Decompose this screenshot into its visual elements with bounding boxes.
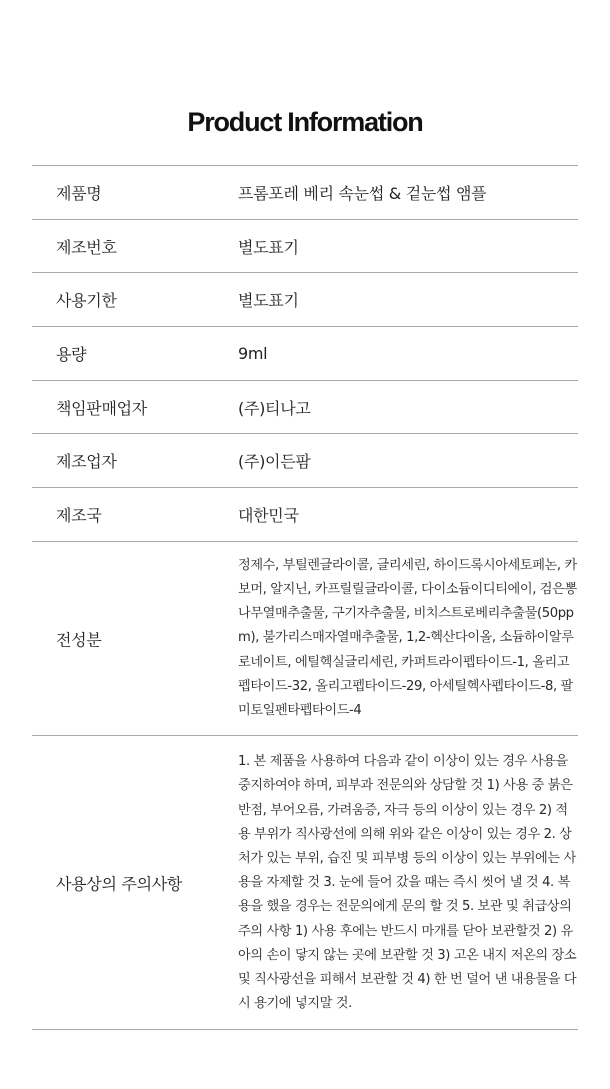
row-label: 제조업자	[56, 452, 117, 472]
row-product-name	[32, 166, 578, 220]
row-value: 별도표기	[238, 237, 299, 257]
row-value: 프롬포레 베리 속눈썹 & 겉눈썹 앰플	[238, 183, 487, 203]
row-country	[32, 488, 578, 542]
product-info-table	[32, 165, 578, 1030]
row-batch-number	[32, 220, 578, 274]
row-value: 1. 본 제품을 사용하여 다음과 같이 이상이 있는 경우 사용을 중지하여야 하며, 피부과 전문의와 상담할 것 1) 사용 중 붉은 반점, 부어오름, 가려움증, 자극 등의 이상이 있는 경우 2) 적용 부위가 직사광선에 의해 위와 같은 이상이 있는 경우 2. 상처가 있는 부위, 습진 및 피부병 등의 이상이 있는 부위에는 사용을 자제할 것 3. 눈에 들어 갔을 때는 즉시 씻어 낼 것 4. 복용을 했을 경우는 전문의에게 문의 할 것 5. 보관 및 취급상의 주의 사항 1) 사용 후에는 반드시 마개를 닫아 보관할것 2) 유아의 손이 닿지 않는 곳에 보관할 것 3) 고온 내지 저온의 장소 및 직사광선을 피해서 보관할 것 4) 한 번 덜어 낸 내용물을 다시 용기에 넣지말 것.	[238, 754, 577, 1012]
row-label: 사용기한	[56, 291, 117, 311]
page-title: Product Information	[187, 107, 423, 137]
row-value: 9ml	[238, 343, 268, 363]
row-label: 제품명	[56, 183, 102, 203]
row-label: 책임판매업자	[56, 398, 147, 418]
row-distributor	[32, 381, 578, 435]
row-ingredients	[32, 542, 578, 736]
row-label: 제조번호	[56, 237, 117, 257]
row-value: 별도표기	[238, 291, 299, 311]
row-label: 전성분	[56, 630, 102, 650]
row-label: 사용상의 주의사항	[56, 874, 183, 894]
row-value: (주)티나고	[238, 398, 311, 418]
row-volume	[32, 327, 578, 381]
row-label: 용량	[56, 344, 87, 364]
row-precautions	[32, 736, 578, 1030]
row-value: 정제수, 부틸렌글라이콜, 글리세린, 하이드록시아세토페논, 카보머, 알지닌, 카프릴릴글라이콜, 다이소듐이디티에이, 검은뽕나무열매추출물, 구기자추출물, 비치스트로베리추출물(50ppm), 불가리스매자열매추출물, 1,2-헥산다이올, 소듐하이알루로네이트, 에틸헥실글리세린, 카퍼트라이펩타이드-1, 올리고펩타이드-32, 올리고펩타이드-29, 아세틸헥사펩타이드-8, 팔미토일펜타펩타이드-4	[238, 557, 577, 719]
row-label: 제조국	[56, 505, 102, 525]
row-value: (주)이든팜	[238, 452, 311, 472]
row-value: 대한민국	[238, 505, 299, 525]
row-manufacturer	[32, 434, 578, 488]
row-expiry	[32, 273, 578, 327]
